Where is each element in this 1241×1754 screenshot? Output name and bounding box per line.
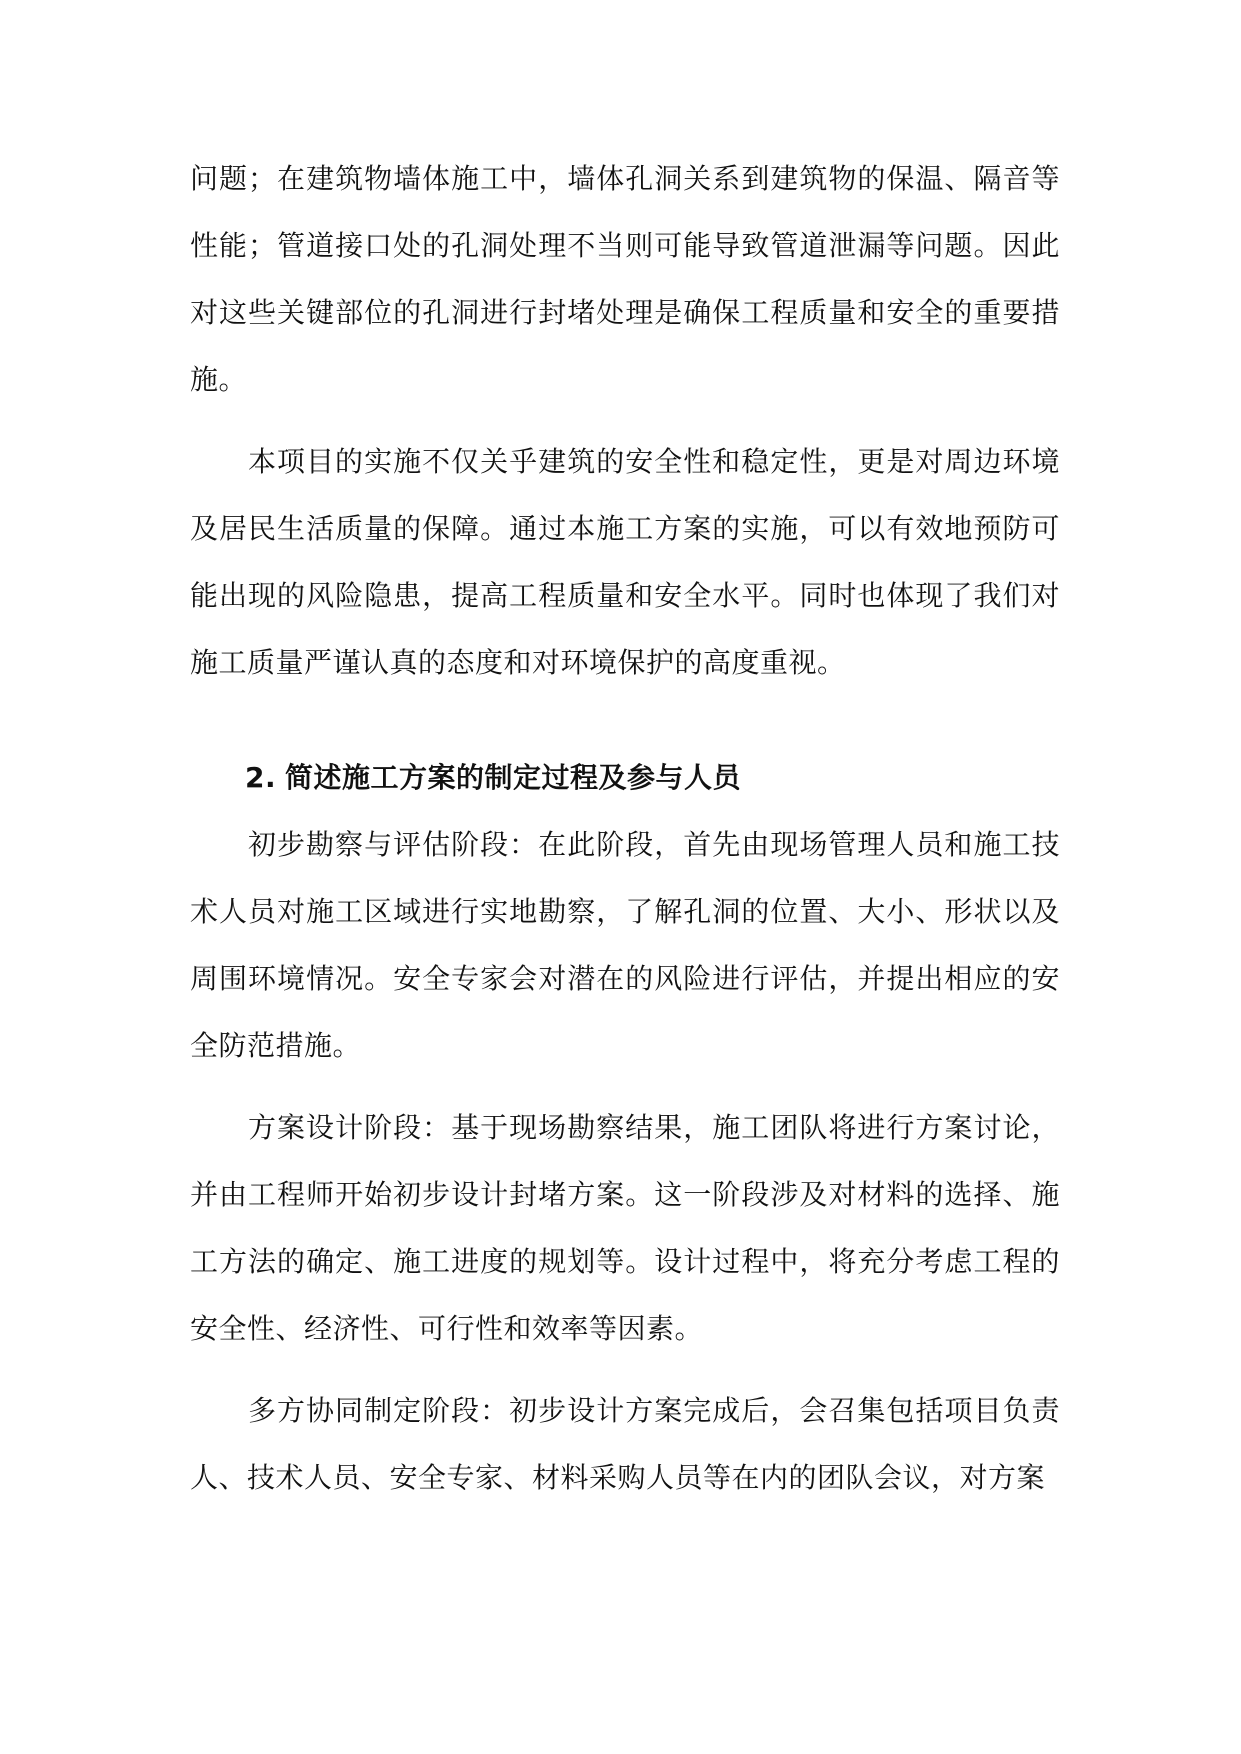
paragraph-collaboration-stage: 多方协同制定阶段：初步设计方案完成后，会召集包括项目负责人、技术人员、安全专家、材料采购人员等在内的团队会议，对方案 [190, 1394, 1060, 1494]
paragraph-continuation: 问题；在建筑物墙体施工中，墙体孔洞关系到建筑物的保温、隔音等性能；管道接口处的孔洞处理不当则可能导致管道泄漏等问题。因此对这些关键部位的孔洞进行封堵处理是确保工程质量和安全的重要措施。 [190, 162, 1060, 396]
section-title: 简述施工方案的制定过程及参与人员 [285, 761, 742, 794]
document-body [190, 145, 1060, 1511]
section-heading [190, 744, 1060, 811]
paragraph-survey-stage: 初步勘察与评估阶段：在此阶段，首先由现场管理人员和施工技术人员对施工区域进行实地勘察，了解孔洞的位置、大小、形状以及周围环境情况。安全专家会对潜在的风险进行评估，并提出相应的安全防范措施。 [190, 828, 1060, 1062]
paragraph-project-significance: 本项目的实施不仅关乎建筑的安全性和稳定性，更是对周边环境及居民生活质量的保障。通过本施工方案的实施，可以有效地预防可能出现的风险隐患，提高工程质量和安全水平。同时也体现了我们对施工质量严谨认真的态度和对环境保护的高度重视。 [190, 445, 1060, 679]
section-number: 2. [245, 761, 277, 794]
paragraph-design-stage: 方案设计阶段：基于现场勘察结果，施工团队将进行方案讨论，并由工程师开始初步设计封堵方案。这一阶段涉及对材料的选择、施工方法的确定、施工进度的规划等。设计过程中，将充分考虑工程的安全性、经济性、可行性和效率等因素。 [190, 1111, 1060, 1345]
